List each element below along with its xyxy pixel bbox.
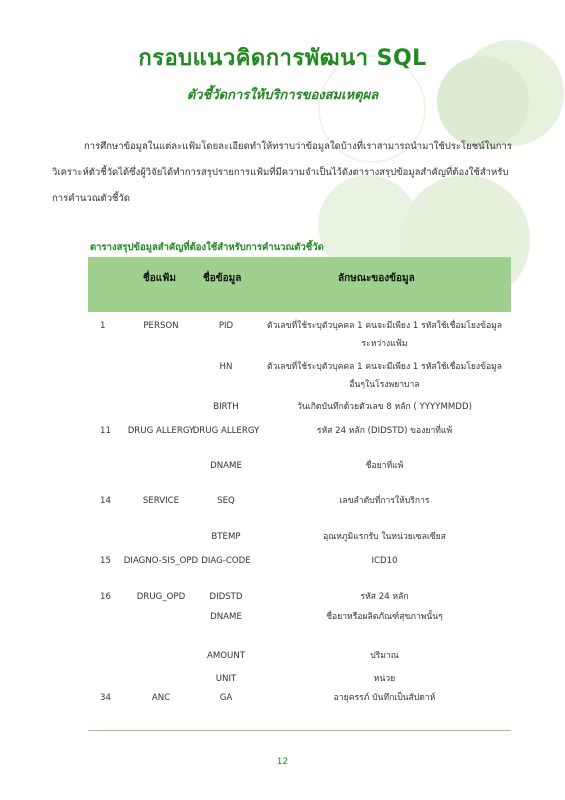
row-description: อายุครรภ์ บันทึกเป็นสัปดาห์ — [333, 693, 436, 703]
row-file: DIAGNO-SIS_OPD — [123, 556, 199, 566]
table-caption: ตารางสรุปข้อมูลสำคัญที่ต้องใช้สำหรับการคำนวณตัวชี้วัด — [90, 242, 324, 253]
row-number: 15 — [100, 556, 111, 566]
row-file: ANC — [151, 693, 171, 703]
row-description: อุณหภูมิแรกรับ ในหน่วยเซลเซียส — [323, 532, 446, 542]
intro-paragraph: การศึกษาข้อมูลในแต่ละแฟ้มโดยละเอียดทำให้ทราบว่าข้อมูลใดบ้างที่เราสามารถนำมาใช้ประโยชน์ในการวิเคราะห์ตัวชี้วัดได้ซึ่งผู้วิจัยได้ทำการสรุปรายการแฟ้มที่มีความจำเป็นไว้ดังตารางสรุปข้อมูลสำคัญที่ต้องใช้สำหรับการคำนวณตัวชี้วัด — [52, 141, 512, 204]
table-header — [88, 257, 511, 312]
row-description: ปริมาณ — [370, 651, 399, 661]
row-number: 14 — [100, 496, 111, 506]
row-number: 11 — [100, 426, 111, 436]
header-file-name: ชื่อแฟ้ม — [143, 273, 176, 284]
row-description: หน่วย — [373, 674, 396, 684]
header-description: ลักษณะของข้อมูล — [338, 273, 415, 284]
row-file: DRUG_OPD — [136, 592, 186, 602]
row-file: PERSON — [143, 321, 179, 331]
row-description: เลขลำดับที่การให้บริการ — [339, 496, 430, 506]
row-field: DNAME — [210, 461, 242, 471]
row-field: SEQ — [217, 496, 235, 506]
page-subtitle: ตัวชี้วัดการให้บริการของสมเหตุผล — [186, 88, 379, 103]
row-file: DRUG ALLERGY — [127, 426, 195, 436]
row-description: ตัวเลขที่ใช้ระบุตัวบุคคล 1 คนจะมีเพียง 1 รหัสใช้เชื่อมโยงข้อมูลอื่นๆในโรงพยาบาล — [266, 362, 503, 390]
page-title: กรอบแนวคิดการพัฒนา SQL — [138, 46, 427, 71]
row-field: DIDSTD — [209, 592, 243, 602]
header-field-name: ชื่อข้อมูล — [203, 273, 242, 284]
row-field: DRUG ALLERGY — [192, 426, 260, 436]
row-description: รหัส 24 หลัก — [360, 592, 409, 602]
row-number: 34 — [100, 693, 111, 703]
row-description: วันเกิดบันทึกด้วยตัวเลข 8 หลัก ( YYYYMMDD) — [297, 402, 472, 412]
row-field: AMOUNT — [206, 651, 246, 661]
row-file: SERVICE — [142, 496, 180, 506]
row-field: UNIT — [215, 674, 237, 684]
summary-table — [88, 257, 511, 731]
page-number: 12 — [276, 757, 289, 767]
row-number: 16 — [100, 592, 111, 602]
row-description: ชื่อยาหรือผลิตภัณฑ์สุขภาพนั้นๆ — [326, 612, 443, 622]
row-field: BTEMP — [211, 532, 241, 542]
row-field: BIRTH — [213, 402, 239, 412]
row-field: PID — [218, 321, 234, 331]
row-field: HN — [219, 362, 233, 372]
row-field: GA — [219, 693, 233, 703]
row-description: ตัวเลขที่ใช้ระบุตัวบุคคล 1 คนจะมีเพียง 1 รหัสใช้เชื่อมโยงข้อมูลระหว่างแฟ้ม — [266, 321, 503, 349]
row-description: ชื่อยาที่แพ้ — [365, 461, 404, 471]
row-description: ICD10 — [371, 556, 398, 566]
row-number: 1 — [100, 321, 106, 331]
row-field: DIAG-CODE — [201, 556, 251, 566]
row-field: DNAME — [210, 612, 242, 622]
row-description: รหัส 24 หลัก (DIDSTD) ของยาที่แพ้ — [316, 426, 453, 436]
